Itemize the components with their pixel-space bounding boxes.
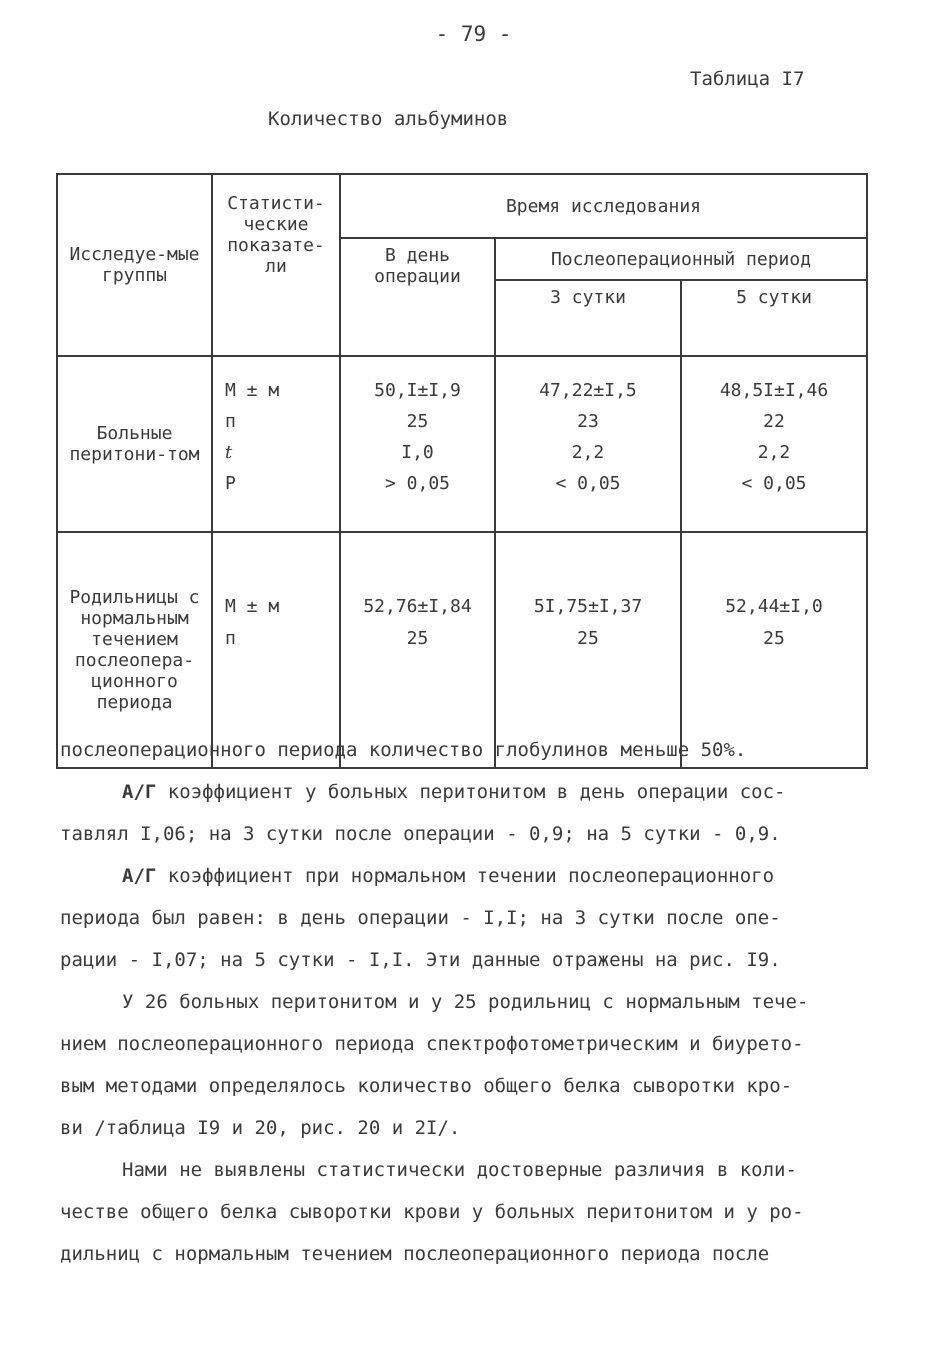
value-cell: [340, 356, 495, 532]
group-cell: Больные перитони-том: [57, 356, 212, 532]
value: > 0,05: [384, 473, 451, 494]
header-groups: Исследуе-мые группы: [57, 174, 212, 356]
value-cell: [681, 356, 867, 532]
text-line: вым методами определялось количество общего белка сыворотки кро-: [60, 1075, 793, 1097]
text-line: Нами не выявлены статистически достоверные различия в коли-: [122, 1159, 797, 1181]
text-fragment: коэффициент при нормальном течении послеоперационного: [167, 865, 775, 887]
value: 25: [406, 411, 429, 432]
text-line: [60, 771, 880, 813]
ag-ratio: А/Г: [122, 865, 157, 887]
stat-label: М ± м: [225, 380, 280, 401]
text-line: дильниц с нормальным течением послеоперационного периода после: [60, 1243, 770, 1265]
value: 52,44±I,0: [725, 596, 823, 617]
value: 25: [763, 628, 785, 649]
value: 25: [577, 628, 599, 649]
paragraph: [60, 855, 880, 981]
text-line: У 26 больных перитонитом и у 25 родильниц с нормальным тече-: [122, 991, 809, 1013]
paragraph: [60, 1149, 880, 1275]
value: 52,76±I,84: [363, 596, 472, 617]
paragraph: [60, 771, 880, 855]
header-day5: 5 сутки: [681, 280, 867, 356]
paragraph: [60, 981, 880, 1149]
value-cell: [495, 356, 681, 532]
header-time: Время исследования: [340, 174, 867, 238]
text-line: послеоперационного периода количество глобулинов меньше 50%.: [60, 739, 747, 761]
stat-label: п: [225, 411, 236, 432]
text-line: тавлял I,06; на 3 сутки после операции - 0,9; на 5 сутки - 0,9.: [60, 823, 781, 845]
value: < 0,05: [555, 473, 621, 494]
value: 2,2: [571, 442, 605, 463]
paragraph: [60, 729, 880, 771]
table-label: Таблица I7: [690, 68, 805, 90]
body-text: [60, 729, 880, 1275]
table-caption: Количество альбуминов: [268, 108, 509, 130]
table-row: [57, 356, 867, 532]
value: 50,I±I,9: [374, 380, 461, 401]
value: 47,22±I,5: [539, 380, 637, 401]
ag-ratio: А/Г: [122, 781, 157, 803]
text-line: нием послеоперационного периода спектрофотометрическим и биурето-: [60, 1033, 804, 1055]
text-line: ви /таблица I9 и 20, рис. 20 и 2I/.: [60, 1117, 461, 1139]
stat-label: М ± м: [225, 596, 280, 617]
value: 25: [406, 628, 429, 649]
albumin-table: [56, 173, 868, 769]
value: I,0: [401, 442, 434, 463]
stat-label: п: [225, 628, 236, 649]
header-postop-period: Послеоперационный период: [495, 238, 867, 280]
text-fragment: коэффициент у больных перитонитом в день операции сос-: [167, 781, 786, 803]
stat-label: t: [225, 442, 233, 463]
header-day3: 3 сутки: [495, 280, 681, 356]
value: 48,5I±I,46: [719, 380, 829, 401]
page-number: - 79 -: [435, 22, 512, 46]
text-line: [60, 855, 880, 897]
value: 2,2: [757, 442, 791, 463]
text-line: периода был равен: в день операции - I,I; на 3 сутки после опе-: [60, 907, 781, 929]
value: 22: [763, 411, 785, 432]
group-cell: Родильницы с нормальным течением послеопера-ционного периода: [57, 532, 212, 768]
value: 5I,75±I,37: [533, 596, 643, 617]
text-line: рации - I,07; на 5 сутки - I,I. Эти данные отражены на рис. I9.: [60, 949, 781, 971]
header-day-of-operation: В день операции: [340, 238, 495, 356]
stats-cell: [212, 356, 340, 532]
stat-label: Р: [225, 473, 236, 494]
value: 23: [577, 411, 599, 432]
text-line: честве общего белка сыворотки крови у больных перитонитом и у ро-: [60, 1201, 804, 1223]
header-stats: Статисти-ческие показате-ли: [212, 174, 340, 356]
value: < 0,05: [741, 473, 807, 494]
